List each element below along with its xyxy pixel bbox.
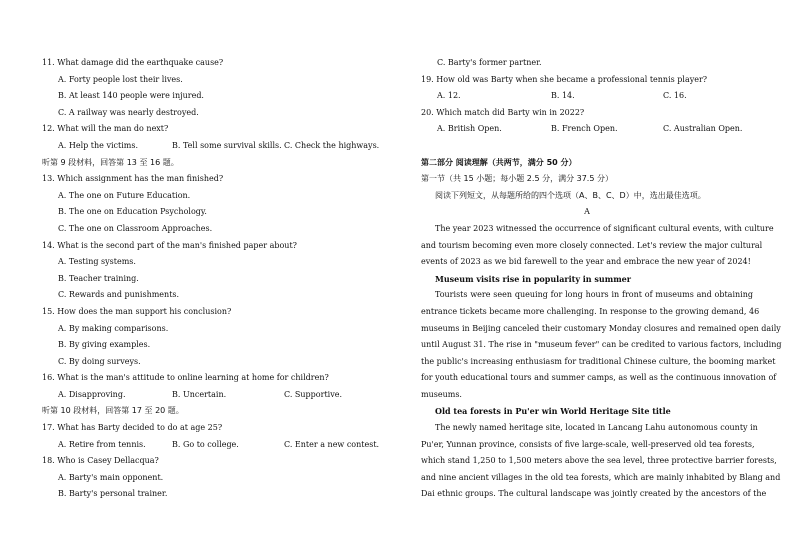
- paragraph-2-line-5: the public's increasing enthusiasm for traditional Chinese culture, the booming market: [421, 356, 776, 366]
- option-11c: C. A railway was nearly destroyed.: [58, 107, 199, 117]
- option-19a: A. 12.: [437, 91, 461, 101]
- paragraph-1-line-2: and tourism becoming even more closely connected. Let's review the major cultural: [421, 240, 763, 250]
- left-column: [42, 55, 382, 503]
- options-20: [421, 121, 753, 138]
- option-11b: B. At least 140 people were injured.: [58, 91, 204, 101]
- options-16: [42, 387, 382, 404]
- question-15: 15. How does the man support his conclusion?: [42, 306, 232, 316]
- option-17b: B. Go to college.: [172, 439, 239, 449]
- option-18c: C. Barty's former partner.: [437, 58, 542, 67]
- paragraph-2-line-2: entrance tickets became more challenging. In response to the growing demand, 46: [421, 306, 760, 316]
- option-20b: B. French Open.: [551, 124, 618, 134]
- question-12: 12. What will the man do next?: [42, 124, 169, 134]
- option-15b: B. By giving examples.: [58, 340, 151, 350]
- paragraph-3-line-1: The newly named heritage site, located in Lancang Lahu autonomous county in: [435, 423, 758, 433]
- section-heading-9: 听第 9 段材料，回答第 13 至 16 题。: [42, 157, 179, 167]
- option-17c: C. Enter a new contest.: [284, 439, 380, 449]
- question-20: 20. Which match did Barty win in 2022?: [421, 107, 585, 117]
- paragraph-2-line-6: for youth educational tours and summer camps, as well as the continuous innovation of: [421, 373, 777, 383]
- option-16b: B. Uncertain.: [172, 389, 227, 399]
- option-16c: C. Supportive.: [284, 389, 343, 399]
- paragraph-2-line-7: museums.: [421, 389, 462, 399]
- option-19c: C. 16.: [663, 91, 687, 101]
- reading-instruction: 阅读下列短文，从每题所给的四个选项（A、B、C、D）中，选出最佳选项。: [435, 190, 706, 200]
- paragraph-3-line-2: Pu'er, Yunnan province, consists of five large-scale, well-preserved old tea forests,: [421, 439, 755, 449]
- paragraph-3-line-5: Dai ethnic groups. The cultural landscape was jointly created by the ancestors of the: [421, 489, 767, 499]
- paragraph-2-line-3: museums in Beijing canceled their customary Monday closures and remained open daily: [421, 323, 781, 333]
- paragraph-3-line-3: which stand 1,250 to 1,500 meters above the sea level, three protective barrier forests,: [421, 456, 777, 466]
- option-18b: B. Barty's personal trainer.: [58, 489, 168, 499]
- option-13c: C. The one on Classroom Approaches.: [58, 223, 213, 233]
- option-14c: C. Rewards and punishments.: [58, 290, 180, 300]
- paragraph-1-line-1: The year 2023 witnessed the occurrence of significant cultural events, with culture: [435, 223, 774, 233]
- option-11a: A. Forty people lost their lives.: [58, 74, 183, 84]
- paragraph-2-line-1: Tourists were seen queuing for long hours in front of museums and obtaining: [435, 290, 753, 300]
- option-12b: B. Tell some survival skills.: [172, 140, 282, 150]
- question-19: 19. How old was Barty when she became a professional tennis player?: [421, 74, 708, 84]
- option-12a: A. Help the victims.: [58, 140, 139, 150]
- option-12c: C. Check the highways.: [284, 140, 380, 150]
- option-14b: B. Teacher training.: [58, 273, 139, 283]
- subheading-old-tea-forests: Old tea forests in Pu'er win World Heritage Site title: [435, 406, 671, 417]
- section-one-heading: 第一节（共 15 小题；每小题 2.5 分，满分 37.5 分）: [421, 174, 613, 184]
- option-13a: A. The one on Future Education.: [58, 190, 191, 200]
- section-heading-10: 听第 10 段材料，回答第 17 至 20 题。: [42, 406, 184, 416]
- option-18a: A. Barty's main opponent.: [58, 472, 164, 482]
- spacer: [421, 138, 753, 155]
- paragraph-2-line-4: until August 31. The rise in "museum fever" can be credited to various factors, including: [421, 340, 782, 350]
- question-11: 11. What damage did the earthquake cause?: [42, 58, 224, 67]
- option-13b: B. The one on Education Psychology.: [58, 207, 207, 217]
- question-17: 17. What has Barty decided to do at age 25?: [42, 423, 223, 433]
- passage-label: A: [584, 207, 590, 217]
- option-16a: A. Disapproving.: [58, 389, 126, 399]
- question-14: 14. What is the second part of the man's finished paper about?: [42, 240, 297, 250]
- option-17a: A. Retire from tennis.: [58, 439, 146, 449]
- options-17: [42, 437, 382, 454]
- paragraph-3-line-4: and nine ancient villages in the old tea forests, which are mainly inhabited by Blang and: [421, 472, 781, 482]
- right-column: [421, 55, 782, 503]
- options-12: [42, 138, 382, 155]
- option-14a: A. Testing systems.: [58, 257, 136, 267]
- option-20c: C. Australian Open.: [663, 124, 743, 134]
- question-13: 13. Which assignment has the man finished?: [42, 174, 224, 184]
- question-16: 16. What is the man's attitude to online learning at home for children?: [42, 373, 329, 383]
- option-15c: C. By doing surveys.: [58, 356, 141, 366]
- option-15a: A. By making comparisons.: [58, 323, 169, 333]
- question-18: 18. Who is Casey Dellacqua?: [42, 456, 159, 466]
- option-19b: B. 14.: [551, 91, 575, 101]
- paragraph-1-line-3: events of 2023 as we bid farewell to the year and embrace the new year of 2024!: [421, 257, 751, 267]
- part-two-heading: 第二部分 阅读理解（共两节，满分 50 分）: [421, 157, 577, 167]
- subheading-museum-visits: Museum visits rise in popularity in summer: [435, 273, 631, 284]
- option-20a: A. British Open.: [437, 124, 502, 134]
- options-19: [421, 88, 753, 105]
